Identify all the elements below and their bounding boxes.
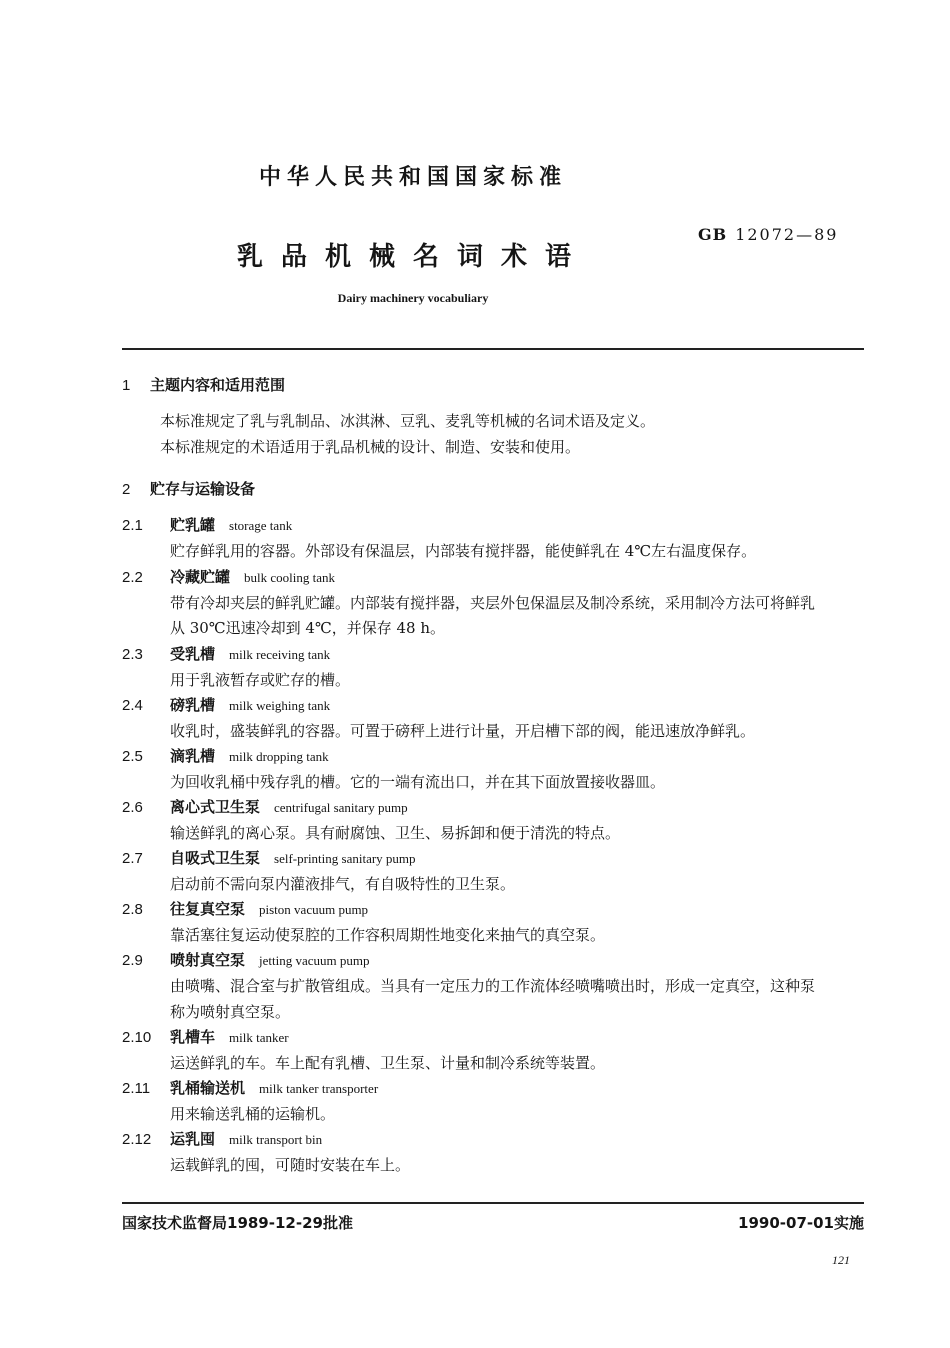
term-number: 2.12 — [122, 1131, 152, 1148]
term-number: 2.5 — [122, 748, 143, 765]
footer-divider — [122, 1202, 864, 1204]
term-english: bulk cooling tank — [244, 570, 336, 585]
term-definition: 用来输送乳桶的运输机。 — [170, 1105, 336, 1123]
term-heading — [122, 1128, 322, 1149]
term-definition: 收乳时，盛装鲜乳的容器。可置于磅秤上进行计量，开启槽下部的阀，能迅速放净鲜乳。 — [170, 722, 756, 740]
term-english: milk receiving tank — [229, 647, 331, 662]
term-chinese: 乳槽车 — [170, 1028, 216, 1046]
term-heading — [122, 898, 368, 919]
term-definition: 带有冷却夹层的鲜乳贮罐。内部装有搅拌器，夹层外包保温层及制冷系统，采用制冷方法可将鲜乳 — [170, 594, 816, 612]
term-english: storage tank — [229, 518, 293, 533]
term-number: 2.8 — [122, 901, 143, 918]
term-heading — [122, 796, 408, 817]
term-english: jetting vacuum pump — [259, 953, 370, 968]
section-2-heading — [122, 478, 255, 499]
term-number: 2.11 — [122, 1080, 151, 1097]
national-standard-heading: 中华人民共和国国家标准 — [258, 165, 567, 190]
term-number: 2.6 — [122, 799, 143, 816]
term-chinese: 离心式卫生泵 — [170, 798, 261, 816]
term-number: 2.9 — [122, 952, 143, 969]
term-number: 2.1 — [122, 517, 143, 534]
section-1-paragraph: 本标准规定了乳与乳制品、冰淇淋、豆乳、麦乳等机械的名词术语及定义。 — [160, 412, 656, 430]
term-chinese: 贮乳罐 — [170, 516, 216, 534]
term-heading — [122, 1077, 378, 1098]
document-title-english: Dairy machinery vocabuliary — [337, 291, 489, 305]
approval-note: 国家技术监督局1989-12-29批准 — [122, 1214, 353, 1232]
term-chinese: 运乳囤 — [170, 1130, 216, 1148]
page-number: 121 — [832, 1253, 850, 1267]
document-title: 乳品机械名词术语 — [236, 242, 589, 272]
term-english: milk weighing tank — [229, 698, 331, 713]
term-definition: 运送鲜乳的车。车上配有乳槽、卫生泵、计量和制冷系统等装置。 — [170, 1054, 606, 1072]
section-1-number: 1 — [122, 377, 131, 394]
term-chinese: 往复真空泵 — [170, 900, 246, 918]
term-definition: 贮存鲜乳用的容器。外部设有保温层，内部装有搅拌器，能使鲜乳在 4℃左右温度保存。 — [170, 542, 757, 560]
section-1-paragraph: 本标准规定的术语适用于乳品机械的设计、制造、安装和使用。 — [160, 438, 581, 456]
term-english: milk transport bin — [229, 1132, 323, 1147]
term-english: milk tanker — [229, 1030, 289, 1045]
term-chinese: 乳桶输送机 — [170, 1079, 246, 1097]
standard-code-number: 12072—89 — [735, 225, 839, 244]
term-heading — [122, 514, 292, 535]
term-definition: 输送鲜乳的离心泵。具有耐腐蚀、卫生、易拆卸和便于清洗的特点。 — [170, 824, 621, 842]
term-number: 2.4 — [122, 697, 143, 714]
section-2-title: 贮存与运输设备 — [150, 480, 256, 498]
term-chinese: 喷射真空泵 — [170, 951, 246, 969]
header-divider — [122, 348, 864, 350]
term-number: 2.2 — [122, 569, 143, 586]
term-definition: 由喷嘴、混合室与扩散管组成。当具有一定压力的工作流体经喷嘴喷出时，形成一定真空，这种泵 — [170, 977, 816, 995]
term-english: self-printing sanitary pump — [274, 851, 416, 866]
term-chinese: 滴乳槽 — [170, 747, 216, 765]
term-definition: 从 30℃迅速冷却到 4℃，并保存 48 h。 — [170, 619, 446, 637]
term-english: milk dropping tank — [229, 749, 329, 764]
section-2-number: 2 — [122, 481, 131, 498]
term-definition: 启动前不需向泵内灌液排气，有自吸特性的卫生泵。 — [170, 875, 516, 893]
term-heading — [122, 1026, 289, 1047]
term-number: 2.3 — [122, 646, 143, 663]
term-definition: 靠活塞往复运动使泵腔的工作容积周期性地变化来抽气的真空泵。 — [170, 926, 606, 944]
term-english: centrifugal sanitary pump — [274, 800, 408, 815]
term-english: piston vacuum pump — [259, 902, 369, 917]
term-english: milk tanker transporter — [259, 1081, 379, 1096]
standard-code-prefix: GB — [698, 225, 728, 244]
term-definition: 运载鲜乳的囤，可随时安装在车上。 — [170, 1156, 411, 1174]
term-number: 2.10 — [122, 1029, 152, 1046]
term-heading — [122, 694, 330, 715]
term-heading — [122, 949, 370, 970]
term-definition: 用于乳液暂存或贮存的槽。 — [170, 671, 351, 689]
term-chinese: 受乳槽 — [170, 645, 216, 663]
term-definition: 称为喷射真空泵。 — [170, 1003, 291, 1021]
term-heading — [122, 847, 416, 868]
section-1-title: 主题内容和适用范围 — [150, 376, 286, 394]
term-chinese: 冷藏贮罐 — [170, 568, 231, 586]
term-chinese: 磅乳槽 — [170, 696, 216, 714]
section-1-heading — [122, 374, 285, 395]
term-number: 2.7 — [122, 850, 143, 867]
implementation-note: 1990-07-01实施 — [738, 1214, 864, 1232]
term-definition: 为回收乳桶中残存乳的槽。它的一端有流出口，并在其下面放置接收器皿。 — [170, 773, 666, 791]
term-heading — [122, 745, 329, 766]
term-heading — [122, 566, 335, 587]
term-heading — [122, 643, 330, 664]
term-chinese: 自吸式卫生泵 — [170, 849, 261, 867]
